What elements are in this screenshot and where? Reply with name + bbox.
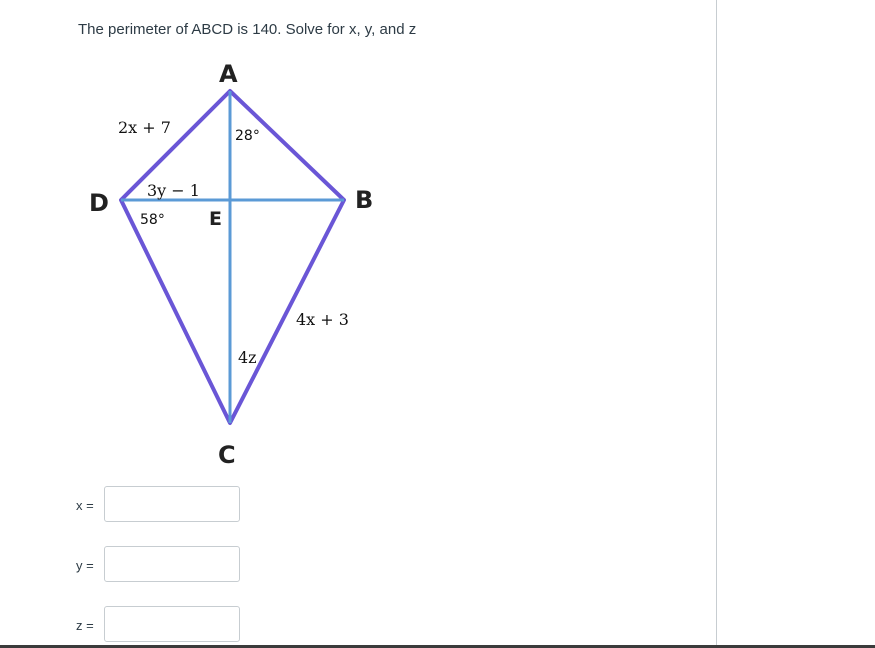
answer-y-label: y = xyxy=(76,558,94,573)
side-bc-label: 4x + 3 xyxy=(296,310,349,329)
answer-x-label: x = xyxy=(76,498,94,513)
answer-x-input[interactable] xyxy=(104,486,240,522)
question-text: The perimeter of ABCD is 140. Solve for x, y, and z xyxy=(78,21,417,38)
vertex-c-label: C xyxy=(218,441,236,469)
answer-row-y xyxy=(0,546,260,584)
answer-row-z xyxy=(0,606,260,644)
vertex-d-label: D xyxy=(89,189,109,217)
vertex-a-label: A xyxy=(219,60,238,88)
answer-y-input[interactable] xyxy=(104,546,240,582)
answer-z-input[interactable] xyxy=(104,606,240,642)
vertex-b-label: B xyxy=(355,186,374,214)
segment-ec-label: 4z xyxy=(238,348,257,367)
angle-d-label: 58° xyxy=(140,212,165,228)
point-e-label: E xyxy=(209,208,222,230)
angle-a-label: 28° xyxy=(235,128,260,144)
segment-de-label: 3y − 1 xyxy=(147,181,200,200)
answer-z-label: z = xyxy=(76,618,94,633)
kite-outline xyxy=(121,91,344,423)
answer-row-x xyxy=(0,486,260,524)
side-ad-label: 2x + 7 xyxy=(118,118,171,137)
